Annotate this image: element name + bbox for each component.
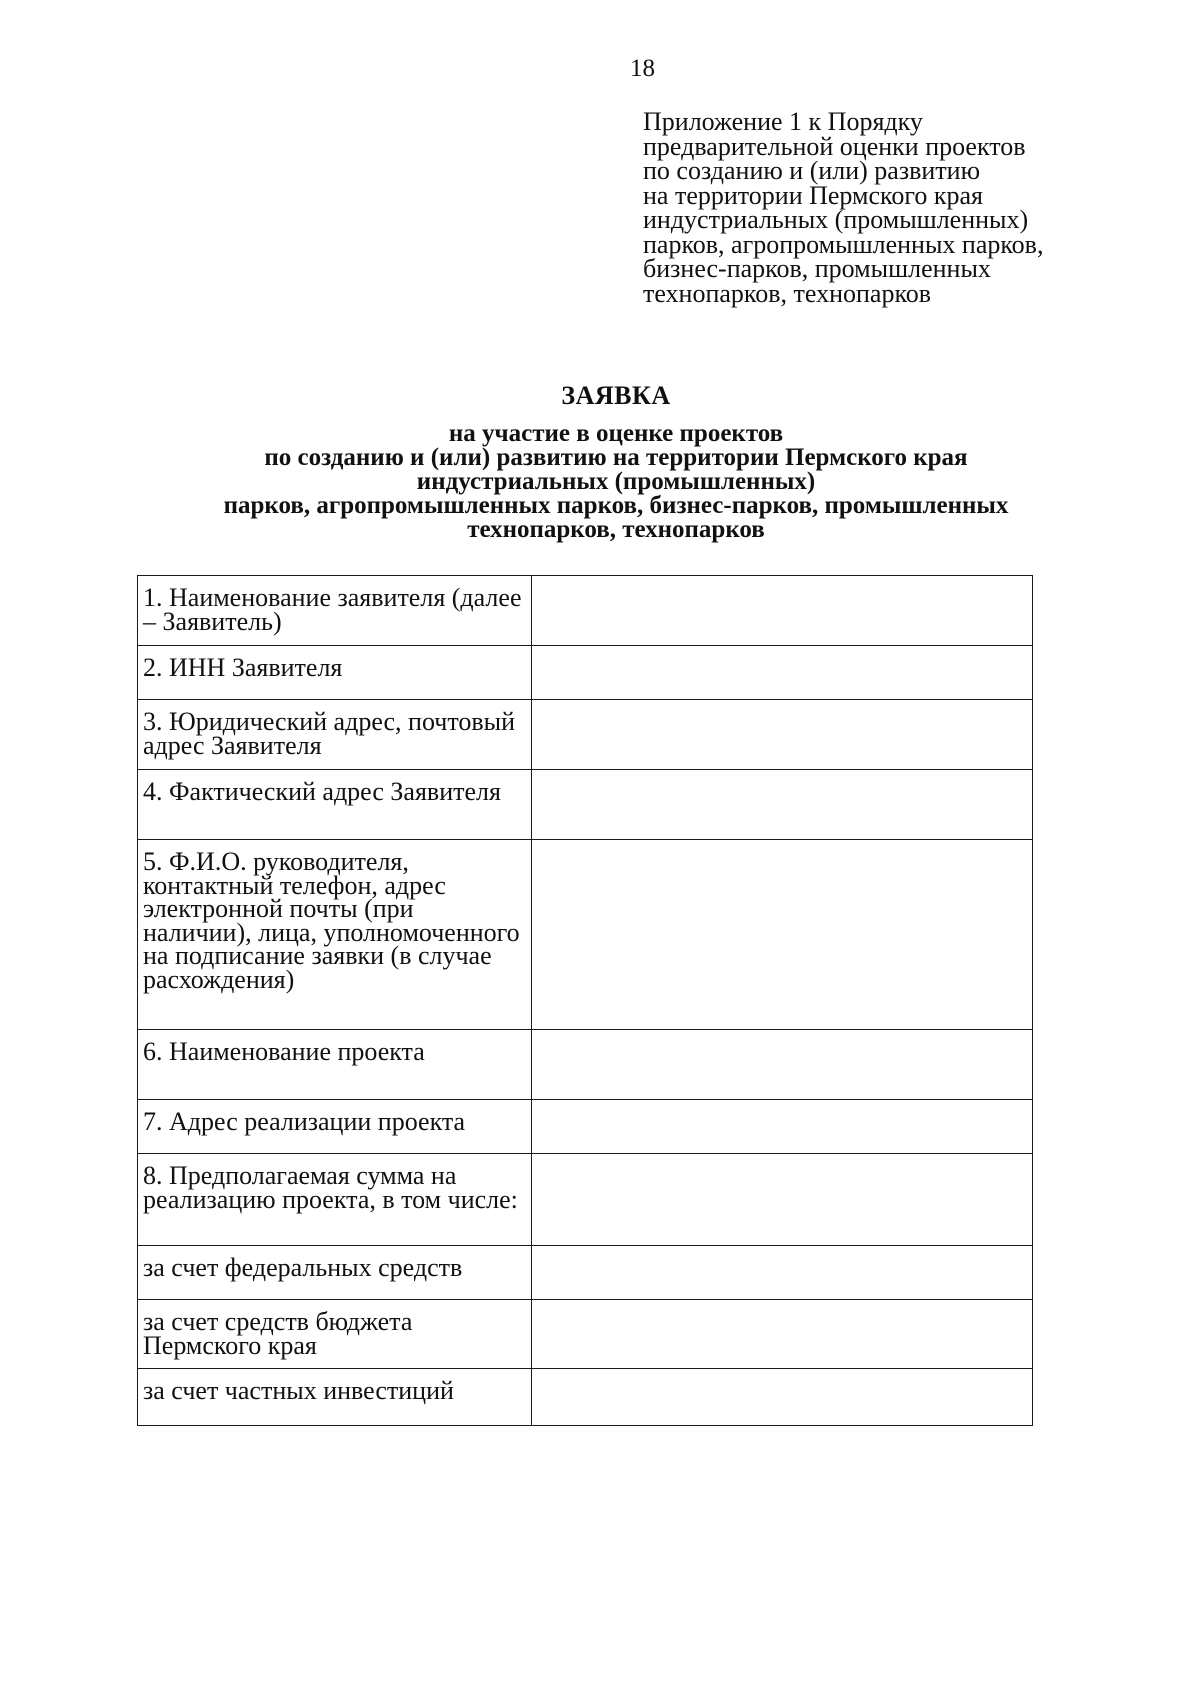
table-row	[138, 1030, 1033, 1100]
row-value-project-name[interactable]	[532, 1030, 1033, 1100]
page-number: 18	[630, 55, 655, 82]
appendix-line: Приложение 1 к Порядку	[643, 107, 923, 136]
subtitle-line: парков, агропромышленных парков, бизнес-парков, промышленных	[223, 492, 1009, 519]
row-label-project-name: 6. Наименование проекта	[138, 1030, 532, 1100]
table-row	[138, 1154, 1033, 1246]
appendix-line: по созданию и (или) развитию	[643, 156, 981, 185]
row-label-project-address: 7. Адрес реализации проекта	[138, 1100, 532, 1154]
subtitle-line: технопарков, технопарков	[467, 516, 765, 543]
row-label-head-contacts: 5. Ф.И.О. руководителя, контактный телефон, адрес электронной почты (при наличии), лица, уполномоченного на подписание заявки (в случае расхождения)	[138, 840, 532, 1030]
subtitle-line: индустриальных (промышленных)	[416, 468, 816, 495]
appendix-line: бизнес-парков, промышленных	[643, 254, 991, 283]
appendix-line: индустриальных (промышленных)	[643, 205, 1029, 234]
appendix-note	[643, 107, 1123, 308]
row-value-actual-address[interactable]	[532, 770, 1033, 840]
row-label-federal-funds: за счет федеральных средств	[138, 1246, 532, 1300]
row-label-legal-address: 3. Юридический адрес, почтовый адрес Заявителя	[138, 700, 532, 770]
row-label-actual-address: 4. Фактический адрес Заявителя	[138, 770, 532, 840]
row-value-project-address[interactable]	[532, 1100, 1033, 1154]
table-row	[138, 1246, 1033, 1300]
row-value-project-sum[interactable]	[532, 1154, 1033, 1246]
row-value-legal-address[interactable]	[532, 700, 1033, 770]
table-row	[138, 1369, 1033, 1426]
subtitle-line: на участие в оценке проектов	[448, 420, 784, 447]
row-value-head-contacts[interactable]	[532, 840, 1033, 1030]
table-row	[138, 840, 1033, 1030]
row-value-applicant-name[interactable]	[532, 576, 1033, 646]
row-value-regional-budget[interactable]	[532, 1300, 1033, 1369]
subtitle-line: по созданию и (или) развитию на территории Пермского края	[264, 444, 968, 471]
row-label-inn: 2. ИНН Заявителя	[138, 646, 532, 700]
table-row	[138, 646, 1033, 700]
document-subtitle	[0, 422, 1200, 542]
application-form-table	[137, 575, 1033, 1426]
table-row	[138, 770, 1033, 840]
table-row	[138, 1100, 1033, 1154]
row-label-applicant-name: 1. Наименование заявителя (далее – Заявитель)	[138, 576, 532, 646]
row-label-private-investments: за счет частных инвестиций	[138, 1369, 532, 1426]
row-value-private-investments[interactable]	[532, 1369, 1033, 1426]
table-row	[138, 1300, 1033, 1369]
row-value-inn[interactable]	[532, 646, 1033, 700]
row-label-regional-budget: за счет средств бюджета Пермского края	[138, 1300, 532, 1369]
appendix-line: предварительной оценки проектов	[643, 131, 1026, 161]
row-value-federal-funds[interactable]	[532, 1246, 1033, 1300]
table-row	[138, 700, 1033, 770]
row-label-project-sum: 8. Предполагаемая сумма на реализацию проекта, в том числе:	[138, 1154, 532, 1246]
appendix-line: на территории Пермского края	[643, 180, 983, 210]
appendix-line: технопарков, технопарков	[643, 278, 932, 308]
appendix-line: парков, агропромышленных парков,	[643, 229, 1044, 259]
table-row	[138, 576, 1033, 646]
document-title: ЗАЯВКА	[561, 381, 671, 410]
